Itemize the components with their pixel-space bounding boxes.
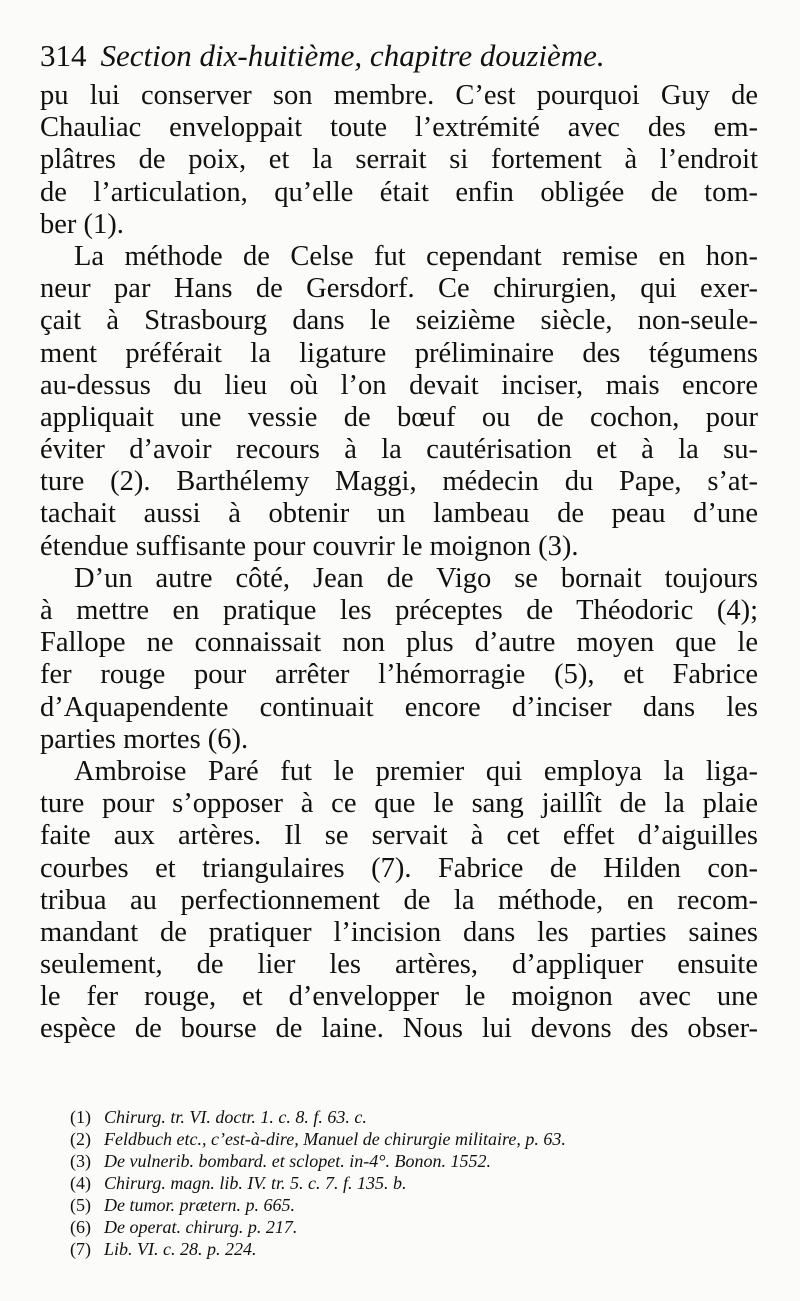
text-line: ture (2). Barthélemy Maggi, médecin du Pape, s’at- bbox=[40, 466, 758, 498]
footnote-number: (3) bbox=[70, 1151, 91, 1171]
body-text bbox=[40, 80, 758, 1046]
footnote bbox=[70, 1216, 766, 1238]
footnote-number: (1) bbox=[70, 1107, 91, 1127]
text-line: Ambroise Paré fut le premier qui employa la liga- bbox=[74, 755, 758, 787]
footnotes bbox=[70, 1106, 766, 1260]
text-line: appliquait une vessie de bœuf ou de cochon, pour bbox=[40, 401, 758, 433]
text-line: D’un autre côté, Jean de Vigo se bornait toujours bbox=[74, 562, 758, 594]
text-line: de l’articulation, qu’elle était enfin obligée de tom- bbox=[40, 176, 758, 208]
text-line: plâtres de poix, et la serrait si fortement à l’endroit bbox=[40, 144, 758, 176]
footnote-text: Chirurg. magn. lib. IV. tr. 5. c. 7. f. 135. b. bbox=[104, 1173, 407, 1193]
text-line: neur par Hans de Gersdorf. Ce chirurgien, qui exer- bbox=[40, 273, 758, 305]
footnote-number: (2) bbox=[70, 1129, 91, 1149]
text-line: pu lui conserver son membre. C’est pourquoi Guy de bbox=[40, 80, 758, 111]
page-number: 314 bbox=[40, 38, 87, 73]
text-line: mandant de pratiquer l’incision dans les parties saines bbox=[40, 916, 758, 948]
footnote bbox=[70, 1106, 766, 1128]
text-line: tachait aussi à obtenir un lambeau de peau d’une bbox=[40, 498, 758, 530]
text-line: éviter d’avoir recours à la cautérisation et à la su- bbox=[40, 434, 758, 466]
running-title: Section dix-huitième, chapitre douzième. bbox=[100, 38, 605, 73]
footnote-number: (4) bbox=[70, 1173, 91, 1193]
footnote bbox=[70, 1238, 766, 1260]
footnote-text: Chirurg. tr. VI. doctr. 1. c. 8. f. 63. c. bbox=[104, 1107, 367, 1127]
text-line: au-dessus du lieu où l’on devait inciser, mais encore bbox=[40, 369, 758, 401]
text-line: ment préférait la ligature préliminaire des tégumens bbox=[40, 337, 758, 369]
text-line: Chauliac enveloppait toute l’extrémité avec des em- bbox=[40, 112, 758, 144]
text-line: ture pour s’opposer à ce que le sang jaillît de la plaie bbox=[40, 788, 758, 820]
footnote-text: De tumor. prætern. p. 665. bbox=[104, 1195, 296, 1215]
page-header bbox=[40, 34, 760, 78]
footnote-text: Feldbuch etc., c’est-à-dire, Manuel de chirurgie militaire, p. 63. bbox=[104, 1129, 566, 1149]
text-line: fer rouge pour arrêter l’hémorragie (5), et Fabrice bbox=[40, 659, 758, 691]
footnote bbox=[70, 1194, 766, 1216]
footnote-text: Lib. VI. c. 28. p. 224. bbox=[104, 1239, 257, 1259]
text-line: tribua au perfectionnement de la méthode, en recom- bbox=[40, 884, 758, 916]
footnote-text: De operat. chirurg. p. 217. bbox=[104, 1217, 298, 1237]
text-line: étendue suffisante pour couvrir le moignon (3). bbox=[40, 530, 579, 562]
footnote-number: (6) bbox=[70, 1217, 91, 1237]
text-line: Fallope ne connaissait non plus d’autre moyen que le bbox=[40, 627, 758, 659]
text-line: espèce de bourse de laine. Nous lui devons des obser- bbox=[40, 1013, 758, 1045]
text-line: çait à Strasbourg dans le seizième siècle, non-seule- bbox=[40, 305, 758, 337]
text-line: parties mortes (6). bbox=[40, 723, 249, 755]
text-line: faite aux artères. Il se servait à cet effet d’aiguilles bbox=[40, 820, 758, 852]
text-line: à mettre en pratique les préceptes de Théodoric (4); bbox=[40, 595, 758, 626]
text-line: le fer rouge, et d’envelopper le moignon avec une bbox=[40, 981, 758, 1013]
footnote bbox=[70, 1150, 766, 1172]
footnote-text: De vulnerib. bombard. et sclopet. in-4°. Bonon. 1552. bbox=[104, 1151, 491, 1171]
text-line: La méthode de Celse fut cependant remise en hon- bbox=[74, 240, 758, 272]
footnote-number: (5) bbox=[70, 1195, 91, 1215]
footnote-number: (7) bbox=[70, 1239, 91, 1259]
footnote bbox=[70, 1172, 766, 1194]
text-line: d’Aquapendente continuait encore d’inciser dans les bbox=[40, 691, 758, 723]
text-line: seulement, de lier les artères, d’appliquer ensuite bbox=[40, 949, 758, 981]
text-line: ber (1). bbox=[40, 208, 124, 240]
footnote bbox=[70, 1128, 766, 1150]
text-line: courbes et triangulaires (7). Fabrice de Hilden con- bbox=[40, 852, 758, 884]
